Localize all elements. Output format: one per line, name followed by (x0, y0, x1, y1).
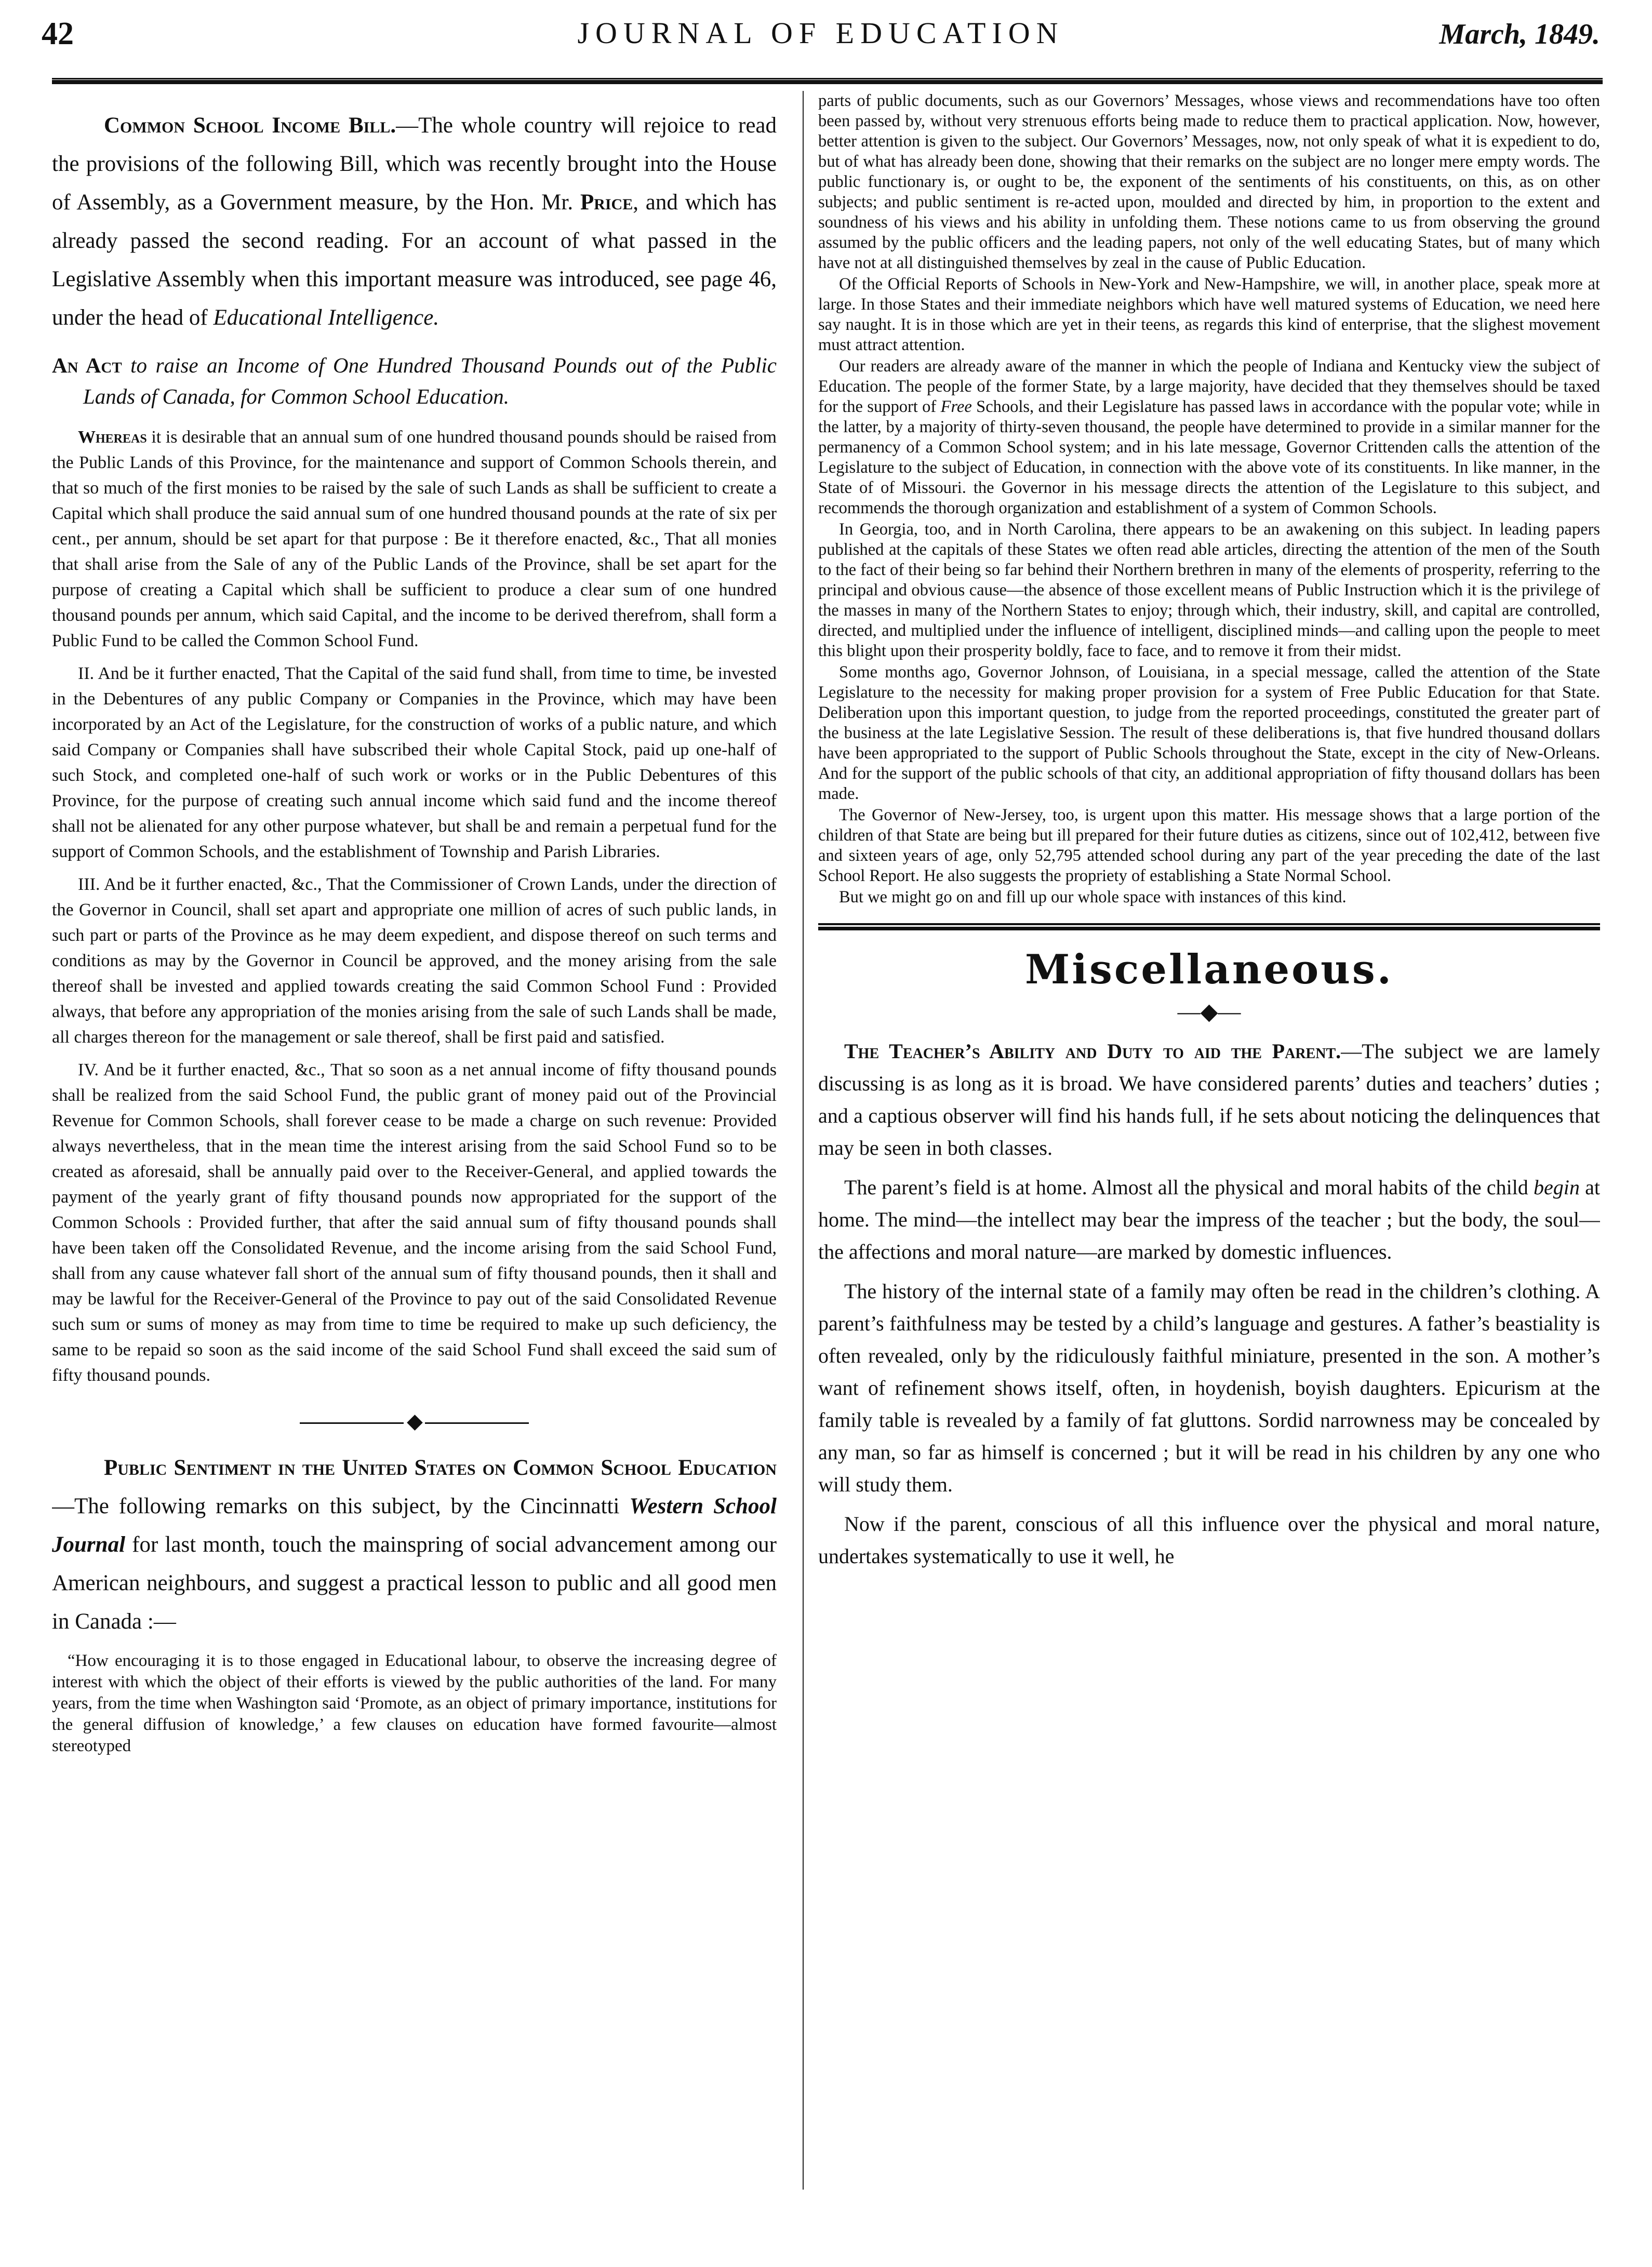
paragraph-closing: But we might go on and fill up our whole space with instances of this kind. (839, 888, 1347, 906)
public-sentiment-heading: Public Sentiment in the United States on Common School Education (104, 1456, 777, 1480)
intelligence-ref: Educational Intelligence. (213, 305, 439, 330)
section-separator: ◆ (52, 1409, 777, 1433)
miscellaneous-heading: Miscellaneous. (1025, 946, 1393, 993)
parent-conscious-paragraph: Now if the parent, conscious of all this influence over the physical and moral nature, undertakes systematically to use it well, he (818, 1512, 1600, 1568)
paragraph-indiana-kentucky: Our readers are already aware of the manner in which the people of Indiana and Kentucky view the subject of Education. The people of the former State, by a large majority, have decided that they themselves should be taxed for the support of Free Schools, and their Legislature has passed laws in accordance with the popular vote; while in the latter, by a majority of thirty-seven thousand, the people have determined to provide in a similar manner for the permanency of a Common School system; and in his late message, Governor Crittenden calls the attention of the Legislature to the subject of Education, in connection with the above vote of its constituents. In like manner, in the State of of Missouri. the Governor in his message directs the attention of the Legislature to this subject, and recommends the thorough organization and establishment of a system of Common Schools. (818, 357, 1600, 517)
act-clauses (52, 424, 777, 1388)
running-header (42, 16, 1600, 73)
right-column (818, 91, 1600, 2210)
public-sentiment-intro: Public Sentiment in the United States on Common School Education—The following remarks on this subject, by the Cincinnatti Western School Journal for last month, touch the mainspring of social advancement among our American neighbours, and suggest a practical lesson to public and all good men in Canada :— (52, 1456, 777, 1634)
teacher-ability-heading: The Teacher’s Ability and Duty to aid the Parent. (844, 1039, 1341, 1063)
clause-3: III. And be it further enacted, &c., That the Commissioner of Crown Lands, under the direction of the Governor in Council, shall set apart and appropriate one million of acres of such public lands, in such part or parts of the Province as he may deem expedient, and dispose thereof on such terms and conditions as may by the Governor in Council be approved, and the money arising from the sale thereof shall be invested and applied towards creating the said Common School Fund : Provided always, that before any appropriation of the monies arising from the sale of such Lands shall be made, all charges thereon for the management or sale thereof, shall be first paid and satisfied. (52, 875, 777, 1047)
paragraph-new-jersey: The Governor of New-Jersey, too, is urgent upon this matter. His message shows that a large portion of the children of that State are being but ill prepared for their future duties as citizens, since out of 102,412, between five and sixteen years of age, only 52,795 attended school during any part of the year preceding the date of the last School Report. He also suggests the propriety of establishing a State Normal School. (818, 806, 1600, 885)
paragraph-louisiana: Some months ago, Governor Johnson, of Louisiana, in a special message, called the attention of the State Legislature to the necessity for making proper provision for a system of Free Public Education for that State. Deliberation upon this important question, to judge from the reported proceedings, constituted the greater part of the business at the late Legislative Session. The result of these deliberations is, that five hundred thousand dollars have been appropriated to the support of Public Schools throughout the State, except in the city of New-Orleans. And for the support of the public schools of that city, an additional appropriation of fifty thousand dollars has been made. (818, 663, 1600, 803)
income-bill-heading: Common School Income Bill. (104, 113, 396, 138)
income-bill-intro: Common School Income Bill.—The whole country will rejoice to read the provisions of the following Bill, which was recently brought into the House of Assembly, as a Government measure, by the Hon. Mr. Price, and which has already passed the second reading. For an account of what passed in the Legislative Assembly when this important measure was introduced, see page 46, under the head of Educational Intelligence. (52, 113, 777, 330)
journal-title: JOURNAL OF EDUCATION (577, 16, 1064, 50)
ornament: —◆— (1177, 999, 1241, 1024)
header-rule (52, 78, 1603, 84)
western-school-journal: Western School Journal (52, 1494, 777, 1557)
paragraph-new-york: Of the Official Reports of Schools in New-York and New-Hampshire, we will, in another place, speak more at large. In those States and their immediate neighbors which have well matured systems of Education, we need here say naught. It is in those which are yet in their teens, as regards this kind of enterprise, that the slighest movement must attract attention. (818, 275, 1600, 354)
paragraph-georgia: In Georgia, too, and in North Carolina, there appears to be an awakening on this subject. In leading papers published at the capitals of these States we often read able articles, directing the attention of the men of the South to the fact of their being so far behind their Northern brethren in many of the elements of prosperity, referring to the principal and obvious cause—the absence of those excellent means of Public Instruction which it is the privilege of the masses in many of the Northern States to enjoy; through which, their industry, skill, and capital are controlled, directed, and multiplied under the influence of intelligent, disciplined minds—and calling upon the people to meet this blight upon their prosperity boldly, face to face, and to remove it from their midst. (818, 520, 1600, 660)
clause-2: II. And be it further enacted, That the Capital of the said fund shall, from time to time, be invested in the Debentures of any public Company or Companies in the Province, which may have been incorporated by an Act of the Legislature, for the construction of works of a public nature, and which said Company or Companies shall have subscribed their whole Capital Stock, paid up one-half of such Stock, and completed one-half of such work or works or in the Public Debentures of this Province, for the purpose of creating such annual income which said fund and the income thereof shall not be alienated for any other purpose whatever, but shall be and remain a perpetual fund for the support of Common Schools, and the establishment of Township and Parish Libraries. (52, 664, 777, 861)
quote-continuation: parts of public documents, such as our Governors’ Messages, whose views and recommendations have too often been passed by, without very strenuous efforts being made to reduce them to practical application. Now, however, better attention is given to the subject. Our Governors’ Messages, now, not only speak of what it is expedient to do, but of what has already been done, showing that their remarks on the subject are no longer mere empty words. The public functionary is, or ought to be, the exponent of the sentiments of his constituents, on this, as on other subjects; and public sentiment is re-acted upon, moulded and directed by him, in proportion to the extent and soundness of his views and his ability in unfolding them. These notions came to us from observing the ground assumed by the public officers and the leading papers, not only of the well educating States, but of many which have not at all distinguished themselves by zeal in the cause of Public Education. (818, 91, 1600, 272)
family-history-paragraph: The history of the internal state of a family may often be read in the children’s clothing. A parent’s faithfulness may be tested by a child’s language and gestures. A father’s beastiality is often revealed, only by the ridiculously faithful miniature, presented in the son. A mother’s want of refinement shows itself, often, in hoydenish, boyish daughters. Epicurism at the family table is revealed by a family of fat gluttons. Sordid narrowness may be concealed by any man, so far as himself is concerned ; but it will be read in his children by any one who will study them. (818, 1279, 1600, 1496)
quote-opening: “How encouraging it is to those engaged in Educational labour, to observe the increasing degree of interest with which the object of their efforts is viewed by the public authorities of the land. For many years, from the time when Washington said ‘Promote, as an object of primary importance, institutions for the general diffusion of knowledge,’ a few clauses on education have formed favourite—almost stereotyped (52, 1651, 777, 1755)
clause-1: Whereas it is desirable that an annual sum of one hundred thousand pounds should be raised from the Public Lands of this Province, for the maintenance and support of Common Schools therein, and that so much of the first monies to be raised by the sale of such Lands as shall be sufficient to create a Capital which shall produce the said annual sum of one hundred thousand pounds at the rate of six per cent., per annum, should be set apart for that purpose : Be it therefore enacted, &c., That all monies that shall arise from the Sale of any of the Public Lands of the Province, shall be set apart for the purpose of creating a Capital which shall be sufficient to produce a clear sum of one hundred thousand pounds per annum, which said Capital, and the income to be derived therefrom, shall form a Public Fund to be called the Common School Fund. (52, 428, 777, 650)
teacher-ability-paragraph: The Teacher’s Ability and Duty to aid the Parent.—The subject we are lamely discussing is as long as it is broad. We have considered parents’ duties and teachers’ duties ; and a captious observer will find his hands full, if he sets about noticing the delinquences that may be seen in both classes. (818, 1039, 1600, 1159)
column-divider (803, 91, 804, 2190)
section-rule (818, 923, 1600, 930)
clause-4: IV. And be it further enacted, &c., That so soon as a net annual income of fifty thousand pounds shall be realized from the said School Fund, the public grant of money paid out of the Provincial Revenue for Common Schools, shall forever cease to be made a charge on such revenue: Provided always nevertheless, that in the mean time the interest arising from the said School Fund so to be created as aforesaid, shall be annually paid over to the Receiver-General, and applied towards the payment of the yearly grant of fifty thousand pounds now appropriated for the support of the Common Schools : Provided further, that after the said annual sum of fifty thousand pounds shall have been taken off the Consolidated Revenue, and the income arising from the said School Fund, shall from any cause whatever fall short of the annual sum of fifty thousand pounds, then it shall and may be lawful for the Receiver-General of the Province to pay out of the said Consolidated Revenue such sum or sums of money as may from time to time be required to make up such deficiency, the same to be repaid so soon as the said income of the said School Fund shall exceed the said sum of fifty thousand pounds. (52, 1060, 777, 1385)
price-name: Price (580, 190, 633, 215)
act-title: An Act to raise an Income of One Hundred Thousand Pounds out of the Public Lands of Canada, for Common School Education. (52, 353, 777, 408)
page-number: 42 (42, 16, 74, 51)
left-column (52, 91, 777, 2210)
parent-field-paragraph: The parent’s field is at home. Almost all the physical and moral habits of the child begin at home. The mind—the intellect may bear the impress of the teacher ; but the body, the soul—the affections and moral nature—are marked by domestic influences. (818, 1176, 1600, 1263)
issue-date: March, 1849. (1439, 18, 1600, 50)
